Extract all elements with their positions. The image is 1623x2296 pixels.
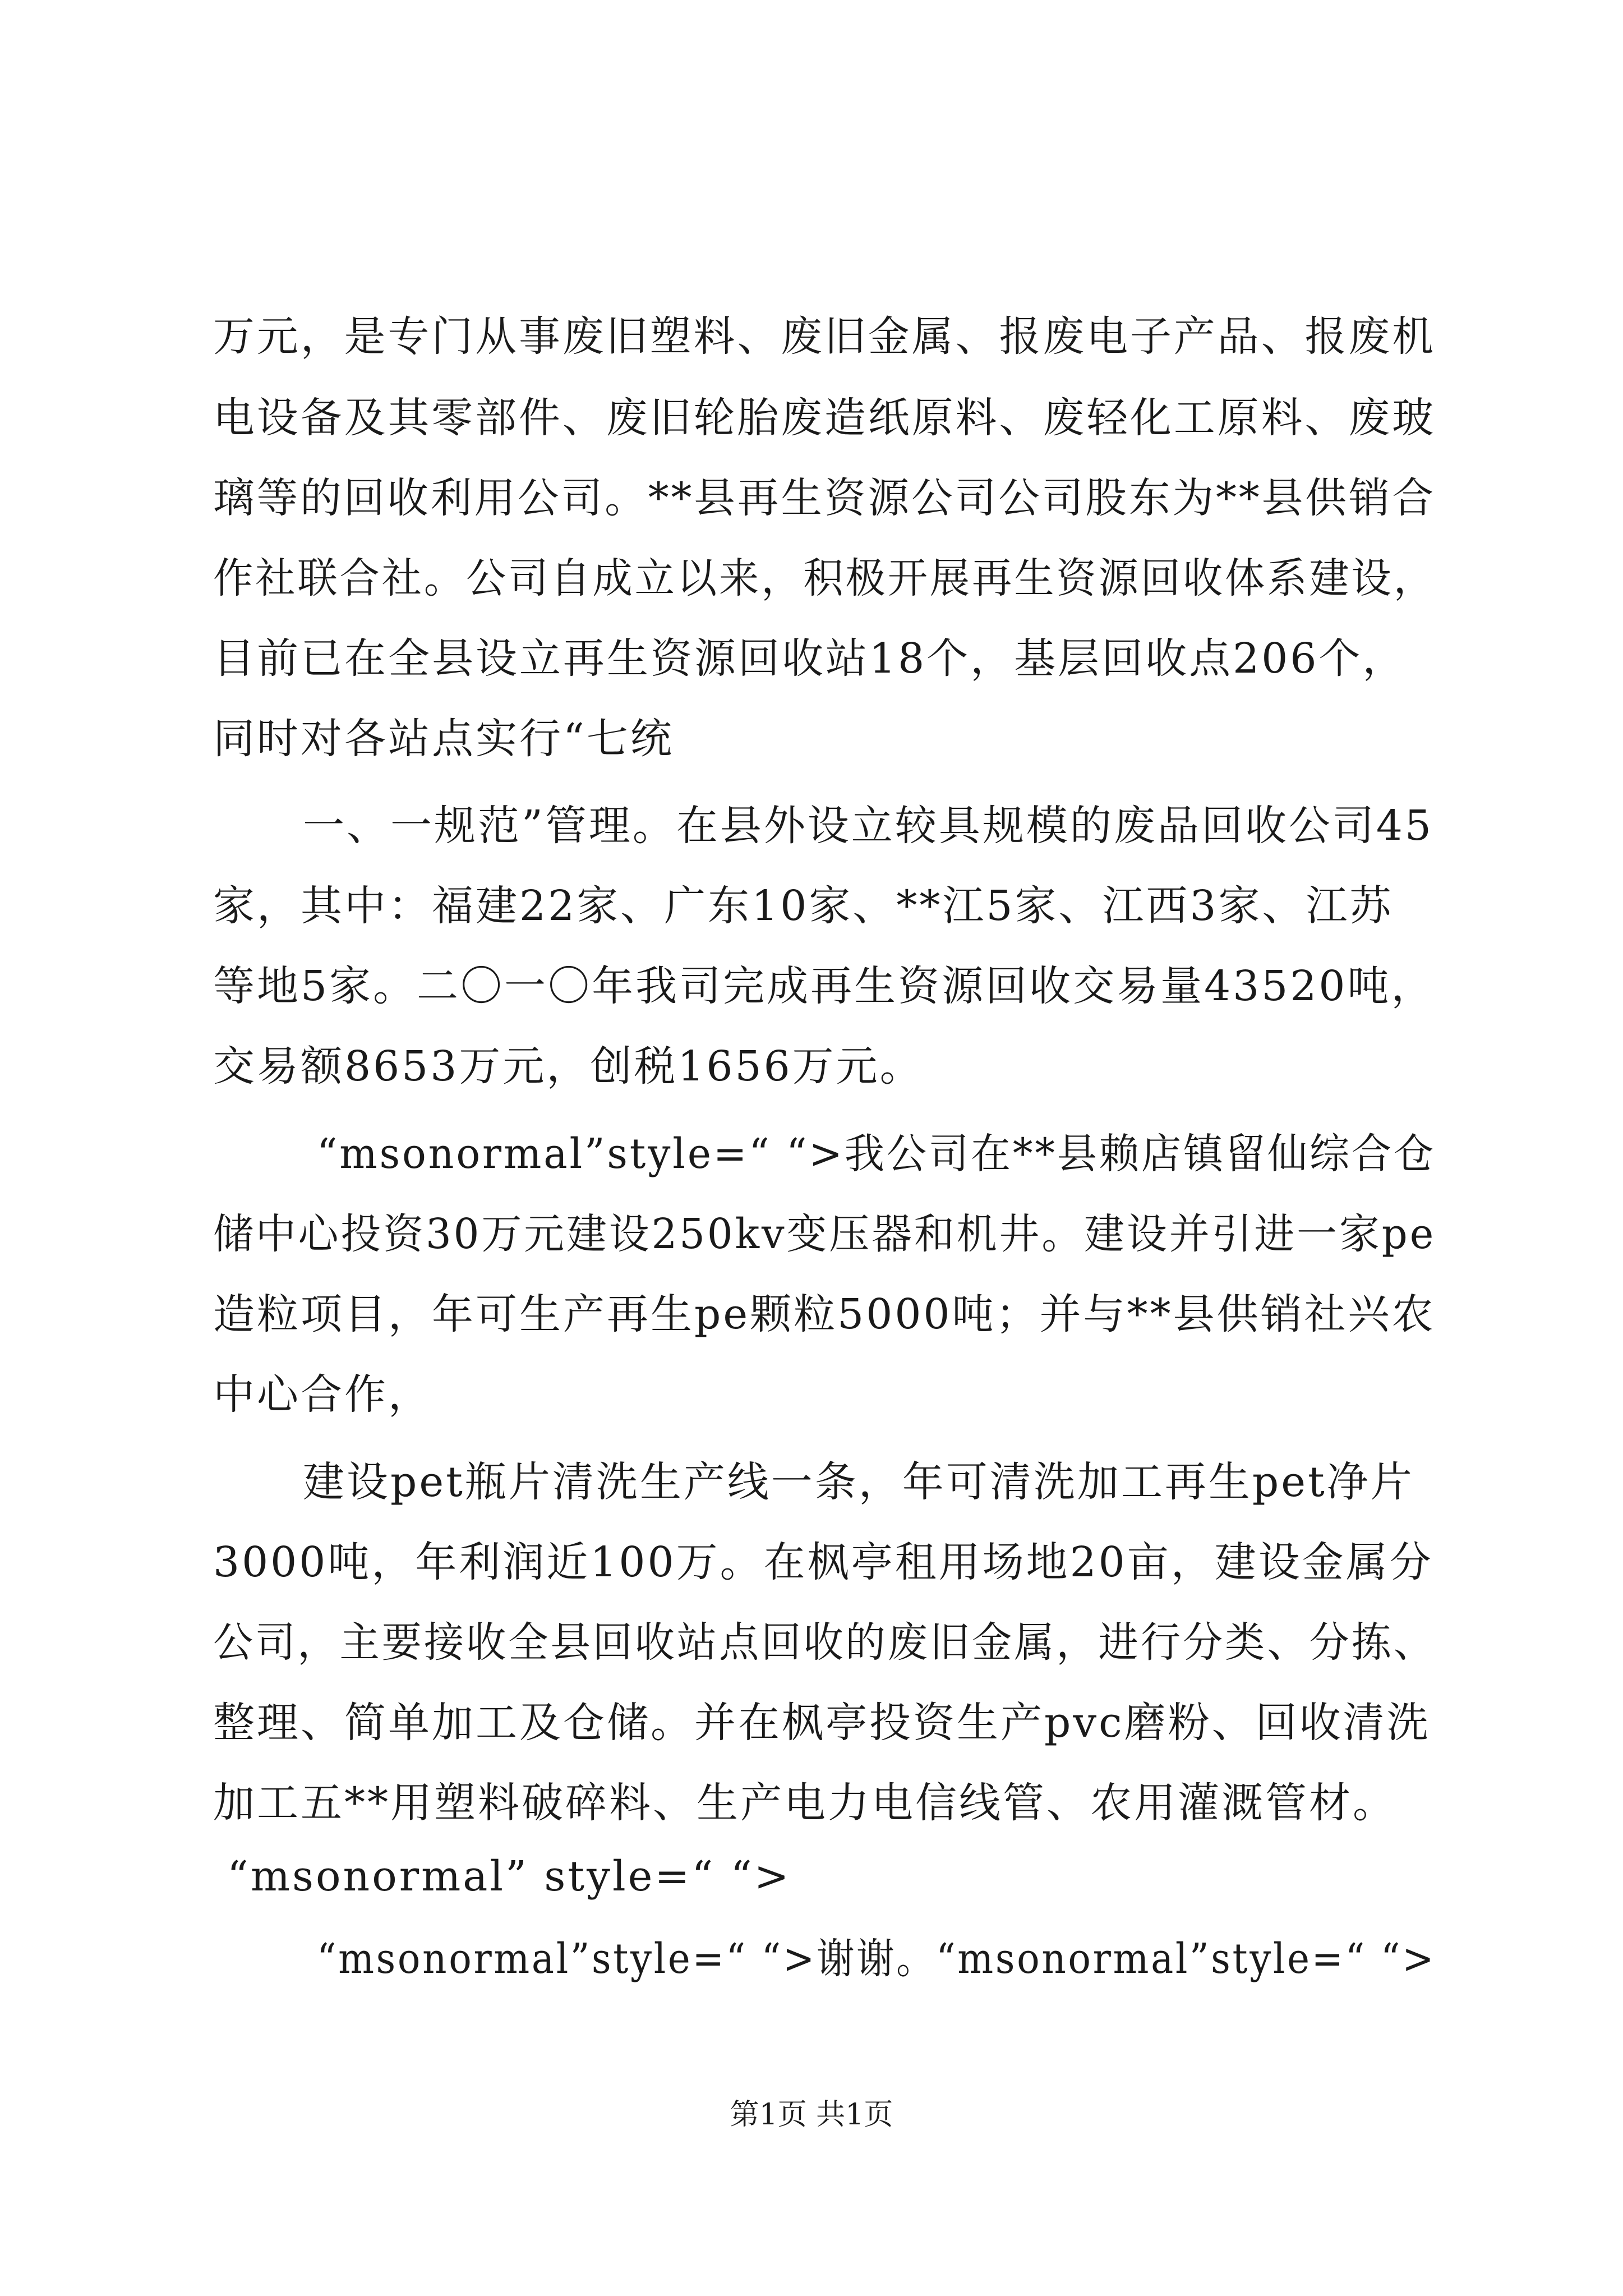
text-line: 交易额8653万元，创税1656万元。: [213, 1042, 924, 1091]
text-line: 造粒项目，年可生产再生pe颗粒5000吨；并与**县供销社兴农: [213, 1290, 1436, 1338]
text-line: 中心合作，: [213, 1370, 432, 1419]
text-line: “msonormal” style=“ “>: [227, 1852, 791, 1901]
page-footer: 第1页 共1页: [730, 2098, 893, 2132]
text-line: 同时对各站点实行“七统: [213, 715, 674, 763]
text-line: 璃等的回收利用公司。**县再生资源公司公司股东为**县供销合: [213, 474, 1436, 522]
text-line: 等地5家。二〇一〇年我司完成再生资源回收交易量43520吨，: [213, 962, 1435, 1010]
text-line: 家，其中：福建22家、广东10家、**江5家、江西3家、江苏: [213, 882, 1394, 930]
text-line: 加工五**用塑料破碎料、生产电力电信线管、农用灌溉管材。: [213, 1779, 1396, 1827]
text-line: 电设备及其零部件、废旧轮胎废造纸原料、废轻化工原料、废玻: [213, 394, 1436, 442]
text-line: 作社联合社。公司自成立以来，积极开展再生资源回收体系建设，: [213, 554, 1436, 602]
text-line: 公司，主要接收全县回收站点回收的废旧金属，进行分类、分拣、: [213, 1618, 1436, 1667]
text-line: “msonormal”style=“ “>谢谢。“msonormal”style=“ “>: [317, 1935, 1436, 1983]
text-line: 建设pet瓶片清洗生产线一条，年可清洗加工再生pet净片: [303, 1458, 1414, 1506]
text-line: 万元，是专门从事废旧塑料、废旧金属、报废电子产品、报废机: [213, 312, 1436, 361]
text-line: 一、一规范”管理。在县外设立较具规模的废品回收公司45: [303, 802, 1433, 850]
text-line: 3000吨，年利润近100万。在枫亭租用场地20亩，建设金属分: [213, 1538, 1433, 1586]
text-line: 储中心投资30万元建设250kv变压器和机井。建设并引进一家pe: [213, 1210, 1436, 1258]
text-line: “msonormal”style=“ “>我公司在**县赖店镇留仙综合仓: [317, 1130, 1436, 1178]
text-line: 整理、简单加工及仓储。并在枫亭投资生产pvc磨粉、回收清洗: [213, 1699, 1431, 1747]
text-line: 目前已在全县设立再生资源回收站18个，基层回收点206个，: [213, 634, 1407, 683]
